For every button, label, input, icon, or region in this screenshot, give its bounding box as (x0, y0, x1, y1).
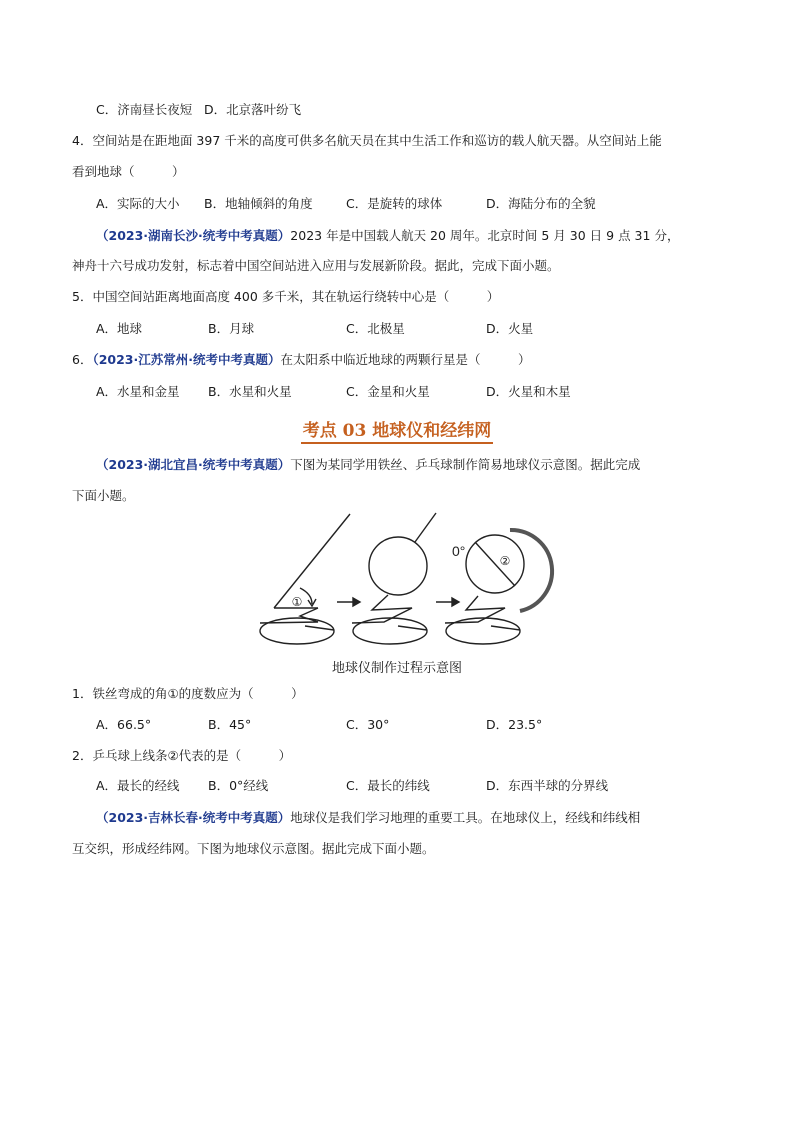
q4-option-c[interactable]: C．是旋转的球体 (346, 196, 443, 211)
fq2-stem: 2．乒乓球上线条②代表的是（ ） (72, 748, 292, 763)
stage3-globe (445, 530, 552, 644)
figure-caption: 地球仪制作过程示意图 (331, 660, 462, 675)
option-c[interactable]: C．济南昼长夜短 (96, 102, 193, 117)
q4-option-b[interactable]: B．地轴倾斜的角度 (204, 196, 313, 211)
fq2-option-c[interactable]: C．最长的纬线 (346, 778, 430, 793)
fq1-option-c[interactable]: C．30° (346, 717, 390, 732)
zero-degree-label: 0° (452, 543, 466, 559)
intro3-line2: 互交织，形成经纬网。下图为地球仪示意图。据此完成下面小题。 (72, 841, 435, 856)
stage2-globe (352, 513, 436, 644)
q5-stem: 5．中国空间站距离地面高度 400 多千米，其在轨运行绕转中心是（ ） (72, 289, 500, 304)
q6-stem (72, 352, 531, 368)
intro3-text: 地球仪是我们学习地理的重要工具。在地球仪上，经线和纬线相 (290, 810, 641, 825)
fq2-option-a[interactable]: A．最长的经线 (96, 778, 180, 793)
fq2-option-b[interactable]: B．0°经线 (208, 778, 269, 793)
q4-stem-line2: 看到地球（ ） (72, 164, 185, 179)
q6-text: 在太阳系中临近地球的两颗行星是（ ） (280, 352, 531, 367)
section-heading (0, 416, 794, 441)
intro2-source: （2023·湖北宜昌·统考中考真题） (96, 457, 291, 472)
intro2-text: 下图为某同学用铁丝、乒乓球制作简易地球仪示意图。据此完成 (290, 457, 641, 472)
q4-stem-line1: 4．空间站是在距地面 397 千米的高度可供多名航天员在其中生活工作和巡访的载人航天器。从空间站上能 (72, 133, 662, 148)
q5-option-d[interactable]: D．火星 (486, 321, 534, 336)
intro1-line2: 神舟十六号成功发射，标志着中国空间站进入应用与发展新阶段。据此，完成下面小题。 (72, 258, 560, 273)
q6-source: （2023·江苏常州·统考中考真题） (92, 352, 281, 367)
intro1-text: 2023 年是中国载人航天 20 周年。北京时间 5 月 30 日 9 点 31 分， (290, 228, 680, 243)
q6-option-d[interactable]: D．火星和木星 (486, 384, 571, 399)
fq1-option-d[interactable]: D．23.5° (486, 717, 543, 732)
q5-option-c[interactable]: C．北极星 (346, 321, 405, 336)
intro3-line1 (96, 810, 640, 826)
arrow-icon (337, 598, 360, 606)
intro1-source: （2023·湖南长沙·统考中考真题） (96, 228, 291, 243)
intro2-line1 (96, 457, 640, 473)
q6-option-c[interactable]: C．金星和火星 (346, 384, 430, 399)
fq1-option-b[interactable]: B．45° (208, 717, 252, 732)
q6-option-a[interactable]: A．水星和金星 (96, 384, 180, 399)
angle-label: ① (291, 595, 303, 609)
section-title: 考点 03 地球仪和经纬网 (301, 421, 494, 444)
intro3-source: （2023·吉林长春·统考中考真题） (96, 810, 291, 825)
line-label: ② (499, 554, 511, 568)
q5-option-a[interactable]: A．地球 (96, 321, 143, 336)
q5-option-b[interactable]: B．月球 (208, 321, 255, 336)
q6-number: 6． (72, 352, 93, 367)
intro1-line1 (96, 228, 679, 244)
intro2-line2: 下面小题。 (72, 488, 135, 503)
option-d[interactable]: D．北京落叶纷飞 (204, 102, 302, 117)
arrow-icon (436, 598, 459, 606)
stage1-wire (260, 514, 350, 644)
q6-option-b[interactable]: B．水星和火星 (208, 384, 292, 399)
fq1-option-a[interactable]: A．66.5° (96, 717, 152, 732)
q4-option-d[interactable]: D．海陆分布的全貌 (486, 196, 596, 211)
q4-option-a[interactable]: A．实际的大小 (96, 196, 180, 211)
fq2-option-d[interactable]: D．东西半球的分界线 (486, 778, 609, 793)
fq1-stem: 1．铁丝弯成的角①的度数应为（ ） (72, 686, 304, 701)
